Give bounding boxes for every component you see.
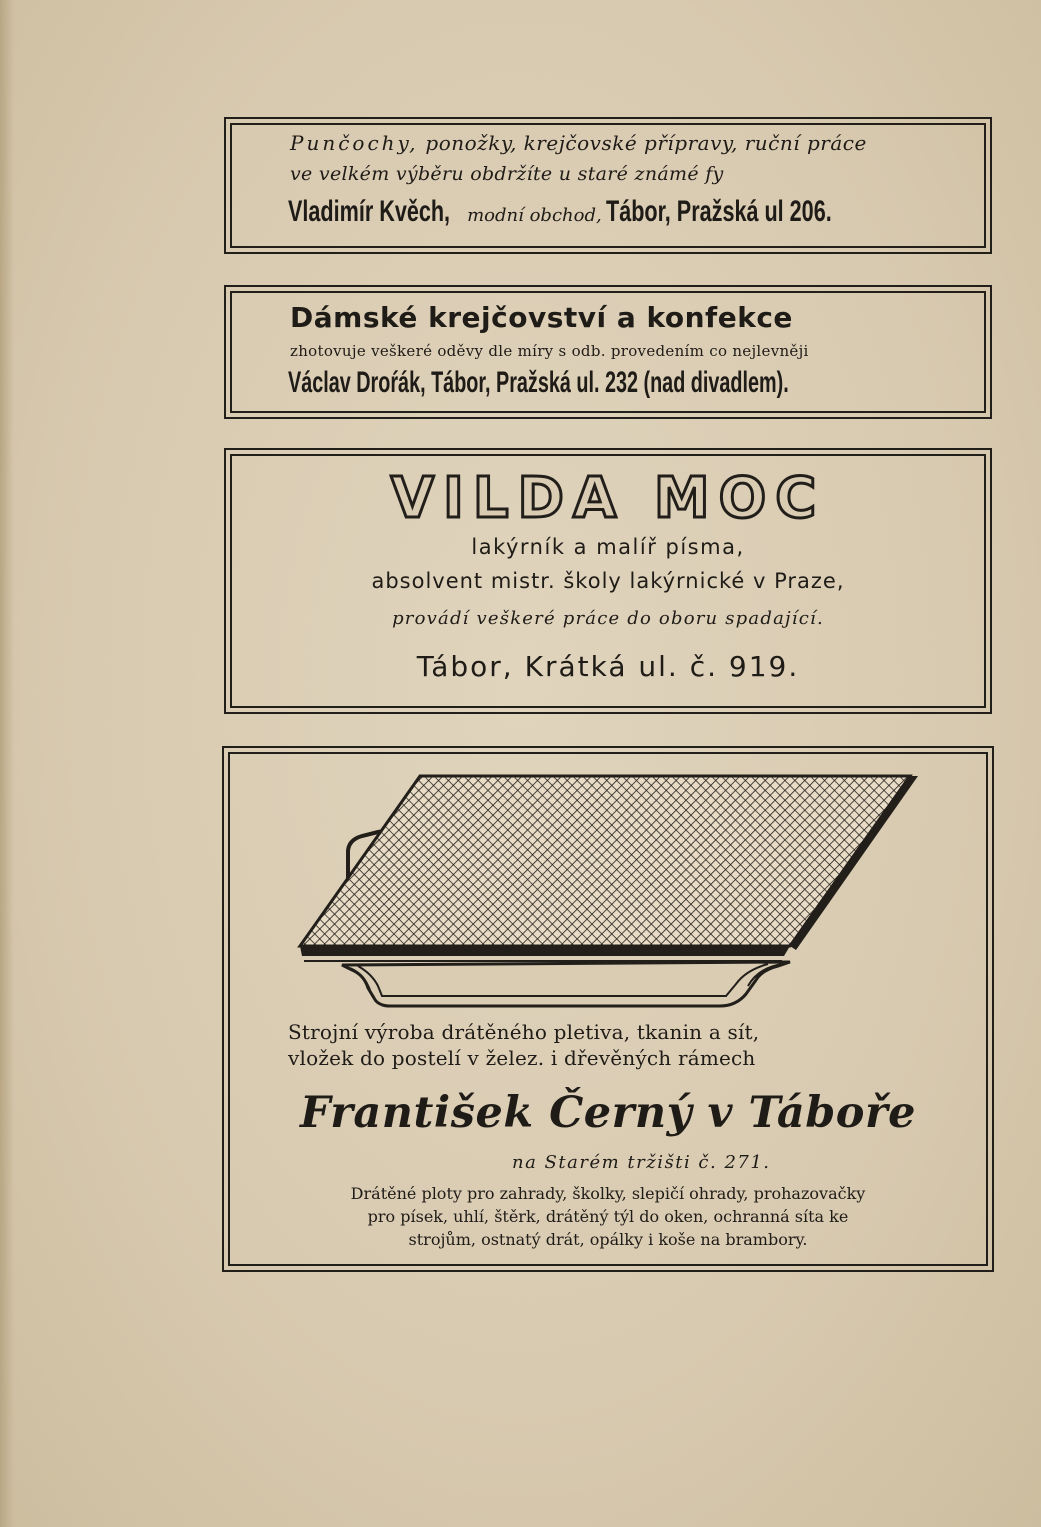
ad-stockings-business: modní obchod,	[467, 205, 602, 226]
ad-wire	[228, 752, 988, 1266]
ad-wire-line1: Strojní výroba drátěného pletiva, tkanin a sít,	[288, 1020, 760, 1044]
ad-stockings-line1-rest: ponožky, krejčovské přípravy, ruční práce	[425, 131, 867, 155]
ad-tailoring-heading: Dámské krejčovství a konfekce	[290, 301, 793, 334]
ad-tailoring-description: zhotovuje veškeré oděvy dle míry s odb. provedením co nejlevněji	[290, 342, 809, 360]
ad-painter-address: Tábor, Krátká ul. č. 919.	[416, 650, 800, 683]
ad-wire-products3: strojům, ostnatý drát, opálky i koše na brambory.	[408, 1230, 808, 1249]
ad-painter-services: provádí veškeré práce do oboru spadající.	[392, 608, 824, 629]
ad-wire-products1: Drátěné ploty pro zahrady, školky, slepičí ohrady, prohazovačky	[350, 1184, 866, 1203]
ad-tailoring	[230, 291, 986, 413]
wire-tray-illustration	[290, 770, 930, 1010]
ad-stockings-name: Vladimír Kvěch,	[288, 195, 451, 228]
ad-stockings-line1	[290, 131, 984, 155]
page-edge-shadow	[0, 0, 14, 1527]
ad-wire-products2: pro písek, uhlí, štěrk, drátěný týl do oken, ochranná síta ke	[367, 1207, 849, 1226]
ad-painter-qualification: absolvent mistr. školy lakýrnické v Praze,	[371, 569, 845, 593]
ad-painter-trade: lakýrník a malíř písma,	[471, 535, 745, 559]
ad-wire-name: František Černý v Táboře	[300, 1088, 916, 1138]
ad-stockings-address: Tábor, Pražská ul 206.	[605, 195, 832, 228]
ad-painter-name: VILDA MOC	[390, 466, 826, 531]
ad-wire-line2: vložek do postelí v želez. i dřevěných rámech	[288, 1046, 756, 1070]
ad-stockings-line1-lead: Punčochy,	[290, 131, 419, 155]
ad-tailoring-name-address	[288, 366, 984, 400]
ad-stockings	[230, 123, 986, 248]
ad-tailoring-name-address-text: Václav Droŕák, Tábor, Pražská ul. 232 (nad divadlem).	[288, 366, 789, 399]
ad-stockings-line2: ve velkém výběru obdržíte u staré známé fy	[290, 163, 724, 185]
ad-wire-location: na Starém tržišti č. 271.	[512, 1152, 771, 1173]
ad-painter	[230, 454, 986, 708]
ad-stockings-signature	[288, 195, 984, 229]
